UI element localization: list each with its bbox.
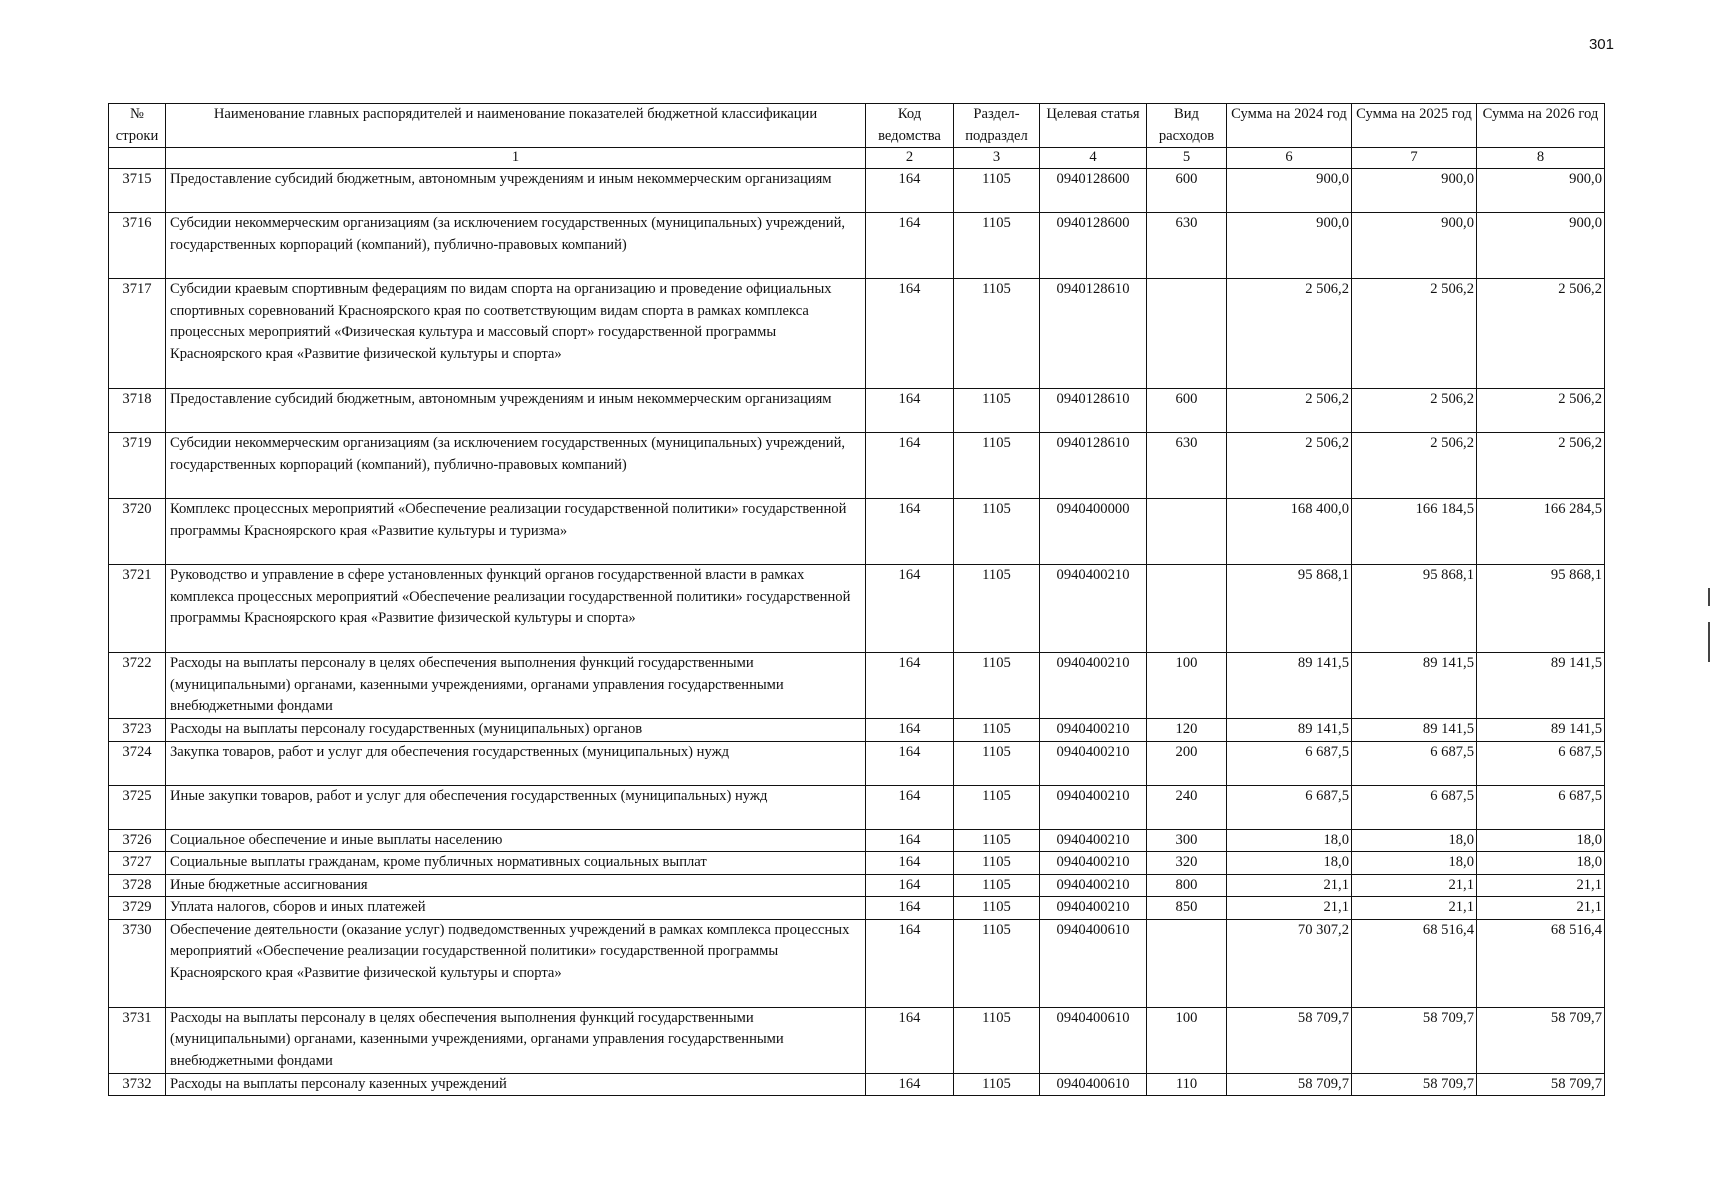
row-expense-type: 630 bbox=[1147, 433, 1227, 499]
table-row bbox=[109, 499, 1605, 565]
row-section: 1105 bbox=[954, 389, 1040, 433]
table-row bbox=[109, 1007, 1605, 1073]
row-dept-code: 164 bbox=[866, 874, 954, 897]
column-number: 1 bbox=[166, 148, 866, 169]
row-sum-2026: 6 687,5 bbox=[1477, 785, 1605, 829]
header-target: Целевая статья bbox=[1040, 104, 1147, 148]
table-row bbox=[109, 785, 1605, 829]
row-sum-2026: 900,0 bbox=[1477, 169, 1605, 213]
row-section: 1105 bbox=[954, 279, 1040, 389]
row-number: 3726 bbox=[109, 829, 166, 852]
row-sum-2025: 2 506,2 bbox=[1352, 279, 1477, 389]
header-sum-2026: Сумма на 2026 год bbox=[1477, 104, 1605, 148]
row-target: 0940128610 bbox=[1040, 433, 1147, 499]
row-sum-2024: 900,0 bbox=[1227, 169, 1352, 213]
row-number: 3727 bbox=[109, 852, 166, 875]
row-sum-2024: 2 506,2 bbox=[1227, 433, 1352, 499]
header-name: Наименование главных распорядителей и наименование показателей бюджетной классификации bbox=[166, 104, 866, 148]
column-number: 7 bbox=[1352, 148, 1477, 169]
row-sum-2025: 21,1 bbox=[1352, 874, 1477, 897]
column-number: 4 bbox=[1040, 148, 1147, 169]
header-section: Раздел-подраздел bbox=[954, 104, 1040, 148]
header-row bbox=[109, 104, 1605, 148]
row-sum-2024: 18,0 bbox=[1227, 829, 1352, 852]
row-section: 1105 bbox=[954, 785, 1040, 829]
row-sum-2026: 2 506,2 bbox=[1477, 433, 1605, 499]
row-sum-2025: 6 687,5 bbox=[1352, 741, 1477, 785]
row-name: Расходы на выплаты персоналу казенных учреждений bbox=[166, 1073, 866, 1096]
row-sum-2025: 58 709,7 bbox=[1352, 1007, 1477, 1073]
row-sum-2024: 6 687,5 bbox=[1227, 741, 1352, 785]
row-sum-2025: 89 141,5 bbox=[1352, 653, 1477, 719]
table-row bbox=[109, 852, 1605, 875]
row-section: 1105 bbox=[954, 653, 1040, 719]
row-sum-2026: 58 709,7 bbox=[1477, 1073, 1605, 1096]
table-row bbox=[109, 897, 1605, 920]
row-sum-2026: 21,1 bbox=[1477, 897, 1605, 920]
row-section: 1105 bbox=[954, 1073, 1040, 1096]
row-number: 3715 bbox=[109, 169, 166, 213]
header-dept-code: Код ведомства bbox=[866, 104, 954, 148]
table-row bbox=[109, 874, 1605, 897]
table-row bbox=[109, 741, 1605, 785]
row-name: Расходы на выплаты персоналу в целях обеспечения выполнения функций государственными (муниципальными) органами, казенными учреждениями, органами управления государственными внебюджетными фондами bbox=[166, 653, 866, 719]
row-expense-type bbox=[1147, 919, 1227, 1007]
row-name: Предоставление субсидий бюджетным, автономным учреждениям и иным некоммерческим организациям bbox=[166, 169, 866, 213]
row-section: 1105 bbox=[954, 829, 1040, 852]
row-number: 3729 bbox=[109, 897, 166, 920]
row-sum-2025: 2 506,2 bbox=[1352, 389, 1477, 433]
column-number: 8 bbox=[1477, 148, 1605, 169]
row-sum-2024: 89 141,5 bbox=[1227, 653, 1352, 719]
row-sum-2026: 900,0 bbox=[1477, 213, 1605, 279]
row-dept-code: 164 bbox=[866, 829, 954, 852]
row-name: Социальное обеспечение и иные выплаты населению bbox=[166, 829, 866, 852]
row-name: Обеспечение деятельности (оказание услуг) подведомственных учреждений в рамках комплекса процессных мероприятий «Обеспечение реализации государственной политики» государственной программы Красноярского края «Развитие физической культуры и спорта» bbox=[166, 919, 866, 1007]
row-sum-2024: 21,1 bbox=[1227, 874, 1352, 897]
column-number: 2 bbox=[866, 148, 954, 169]
row-number: 3723 bbox=[109, 719, 166, 742]
row-section: 1105 bbox=[954, 897, 1040, 920]
row-dept-code: 164 bbox=[866, 785, 954, 829]
row-target: 0940128610 bbox=[1040, 389, 1147, 433]
row-dept-code: 164 bbox=[866, 1073, 954, 1096]
scan-mark bbox=[1708, 622, 1710, 662]
row-name: Комплекс процессных мероприятий «Обеспечение реализации государственной политики» государственной программы Красноярского края «Развитие культуры и туризма» bbox=[166, 499, 866, 565]
row-number: 3717 bbox=[109, 279, 166, 389]
row-expense-type: 800 bbox=[1147, 874, 1227, 897]
row-section: 1105 bbox=[954, 874, 1040, 897]
row-section: 1105 bbox=[954, 433, 1040, 499]
row-sum-2025: 900,0 bbox=[1352, 213, 1477, 279]
table-row bbox=[109, 433, 1605, 499]
row-sum-2026: 21,1 bbox=[1477, 874, 1605, 897]
row-name: Социальные выплаты гражданам, кроме публичных нормативных социальных выплат bbox=[166, 852, 866, 875]
row-target: 0940400210 bbox=[1040, 852, 1147, 875]
table-row bbox=[109, 653, 1605, 719]
row-number: 3718 bbox=[109, 389, 166, 433]
row-sum-2024: 2 506,2 bbox=[1227, 279, 1352, 389]
column-number bbox=[109, 148, 166, 169]
row-number: 3716 bbox=[109, 213, 166, 279]
row-name: Иные бюджетные ассигнования bbox=[166, 874, 866, 897]
header-sum-2025: Сумма на 2025 год bbox=[1352, 104, 1477, 148]
row-expense-type bbox=[1147, 565, 1227, 653]
row-dept-code: 164 bbox=[866, 719, 954, 742]
table-row bbox=[109, 1073, 1605, 1096]
budget-table bbox=[108, 103, 1605, 1096]
row-expense-type: 320 bbox=[1147, 852, 1227, 875]
row-section: 1105 bbox=[954, 1007, 1040, 1073]
row-target: 0940400610 bbox=[1040, 1073, 1147, 1096]
row-expense-type: 100 bbox=[1147, 653, 1227, 719]
row-dept-code: 164 bbox=[866, 279, 954, 389]
row-target: 0940400210 bbox=[1040, 719, 1147, 742]
table-row bbox=[109, 213, 1605, 279]
table-row bbox=[109, 169, 1605, 213]
row-expense-type bbox=[1147, 499, 1227, 565]
row-sum-2024: 900,0 bbox=[1227, 213, 1352, 279]
row-number: 3730 bbox=[109, 919, 166, 1007]
row-section: 1105 bbox=[954, 741, 1040, 785]
row-name: Предоставление субсидий бюджетным, автономным учреждениям и иным некоммерческим организациям bbox=[166, 389, 866, 433]
row-dept-code: 164 bbox=[866, 741, 954, 785]
row-sum-2026: 68 516,4 bbox=[1477, 919, 1605, 1007]
row-dept-code: 164 bbox=[866, 499, 954, 565]
row-name: Иные закупки товаров, работ и услуг для обеспечения государственных (муниципальных) нужд bbox=[166, 785, 866, 829]
row-dept-code: 164 bbox=[866, 1007, 954, 1073]
row-sum-2026: 2 506,2 bbox=[1477, 389, 1605, 433]
row-sum-2026: 89 141,5 bbox=[1477, 653, 1605, 719]
row-sum-2024: 70 307,2 bbox=[1227, 919, 1352, 1007]
row-expense-type: 200 bbox=[1147, 741, 1227, 785]
row-target: 0940400210 bbox=[1040, 785, 1147, 829]
row-target: 0940400210 bbox=[1040, 565, 1147, 653]
row-target: 0940400210 bbox=[1040, 829, 1147, 852]
column-numbers-row bbox=[109, 148, 1605, 169]
row-name: Субсидии некоммерческим организациям (за исключением государственных (муниципальных) учреждений, государственных корпораций (компаний), публично-правовых компаний) bbox=[166, 213, 866, 279]
header-expense-type: Вид расходов bbox=[1147, 104, 1227, 148]
row-sum-2024: 2 506,2 bbox=[1227, 389, 1352, 433]
column-number: 3 bbox=[954, 148, 1040, 169]
row-target: 0940400000 bbox=[1040, 499, 1147, 565]
row-dept-code: 164 bbox=[866, 653, 954, 719]
row-dept-code: 164 bbox=[866, 433, 954, 499]
row-name: Уплата налогов, сборов и иных платежей bbox=[166, 897, 866, 920]
budget-table-wrapper bbox=[108, 103, 1605, 1096]
row-target: 0940128600 bbox=[1040, 213, 1147, 279]
row-name: Субсидии некоммерческим организациям (за исключением государственных (муниципальных) учреждений, государственных корпораций (компаний), публично-правовых компаний) bbox=[166, 433, 866, 499]
row-sum-2025: 2 506,2 bbox=[1352, 433, 1477, 499]
row-sum-2025: 18,0 bbox=[1352, 852, 1477, 875]
row-section: 1105 bbox=[954, 213, 1040, 279]
column-number: 6 bbox=[1227, 148, 1352, 169]
row-expense-type: 120 bbox=[1147, 719, 1227, 742]
row-sum-2026: 89 141,5 bbox=[1477, 719, 1605, 742]
row-section: 1105 bbox=[954, 169, 1040, 213]
table-row bbox=[109, 279, 1605, 389]
row-sum-2026: 95 868,1 bbox=[1477, 565, 1605, 653]
row-dept-code: 164 bbox=[866, 169, 954, 213]
row-section: 1105 bbox=[954, 719, 1040, 742]
row-sum-2025: 68 516,4 bbox=[1352, 919, 1477, 1007]
row-sum-2025: 6 687,5 bbox=[1352, 785, 1477, 829]
row-expense-type: 300 bbox=[1147, 829, 1227, 852]
row-sum-2024: 6 687,5 bbox=[1227, 785, 1352, 829]
row-sum-2026: 58 709,7 bbox=[1477, 1007, 1605, 1073]
row-target: 0940400210 bbox=[1040, 653, 1147, 719]
row-sum-2026: 18,0 bbox=[1477, 852, 1605, 875]
column-number: 5 bbox=[1147, 148, 1227, 169]
row-sum-2025: 58 709,7 bbox=[1352, 1073, 1477, 1096]
row-sum-2024: 58 709,7 bbox=[1227, 1073, 1352, 1096]
table-row bbox=[109, 389, 1605, 433]
row-sum-2026: 2 506,2 bbox=[1477, 279, 1605, 389]
table-row bbox=[109, 829, 1605, 852]
row-section: 1105 bbox=[954, 919, 1040, 1007]
row-number: 3719 bbox=[109, 433, 166, 499]
row-expense-type: 850 bbox=[1147, 897, 1227, 920]
row-expense-type: 600 bbox=[1147, 169, 1227, 213]
row-number: 3732 bbox=[109, 1073, 166, 1096]
row-sum-2024: 21,1 bbox=[1227, 897, 1352, 920]
table-row bbox=[109, 565, 1605, 653]
row-sum-2024: 95 868,1 bbox=[1227, 565, 1352, 653]
row-target: 0940400210 bbox=[1040, 897, 1147, 920]
header-sum-2024: Сумма на 2024 год bbox=[1227, 104, 1352, 148]
row-sum-2025: 89 141,5 bbox=[1352, 719, 1477, 742]
row-sum-2025: 166 184,5 bbox=[1352, 499, 1477, 565]
row-number: 3724 bbox=[109, 741, 166, 785]
row-expense-type: 100 bbox=[1147, 1007, 1227, 1073]
row-sum-2025: 95 868,1 bbox=[1352, 565, 1477, 653]
row-expense-type: 600 bbox=[1147, 389, 1227, 433]
row-sum-2025: 18,0 bbox=[1352, 829, 1477, 852]
row-target: 0940400210 bbox=[1040, 741, 1147, 785]
header-row-no: № строки bbox=[109, 104, 166, 148]
table-body bbox=[109, 169, 1605, 1096]
row-expense-type: 110 bbox=[1147, 1073, 1227, 1096]
row-section: 1105 bbox=[954, 565, 1040, 653]
row-section: 1105 bbox=[954, 852, 1040, 875]
row-sum-2024: 89 141,5 bbox=[1227, 719, 1352, 742]
row-number: 3720 bbox=[109, 499, 166, 565]
row-dept-code: 164 bbox=[866, 213, 954, 279]
row-section: 1105 bbox=[954, 499, 1040, 565]
row-target: 0940400610 bbox=[1040, 919, 1147, 1007]
row-target: 0940400210 bbox=[1040, 874, 1147, 897]
row-number: 3721 bbox=[109, 565, 166, 653]
row-number: 3725 bbox=[109, 785, 166, 829]
row-number: 3722 bbox=[109, 653, 166, 719]
scan-mark bbox=[1708, 588, 1710, 606]
table-row bbox=[109, 919, 1605, 1007]
row-name: Закупка товаров, работ и услуг для обеспечения государственных (муниципальных) нужд bbox=[166, 741, 866, 785]
row-target: 0940400610 bbox=[1040, 1007, 1147, 1073]
row-expense-type: 630 bbox=[1147, 213, 1227, 279]
row-sum-2024: 18,0 bbox=[1227, 852, 1352, 875]
row-dept-code: 164 bbox=[866, 565, 954, 653]
row-name: Субсидии краевым спортивным федерациям по видам спорта на организацию и проведение официальных спортивных соревнований Красноярского края по соответствующим видам спорта в рамках комплекса процессных мероприятий «Физическая культура и массовый спорт» государственной программы Красноярского края «Развитие физической культуры и спорта» bbox=[166, 279, 866, 389]
row-sum-2025: 21,1 bbox=[1352, 897, 1477, 920]
page-number: 301 bbox=[1588, 36, 1614, 53]
row-dept-code: 164 bbox=[866, 852, 954, 875]
row-sum-2026: 166 284,5 bbox=[1477, 499, 1605, 565]
row-dept-code: 164 bbox=[866, 897, 954, 920]
row-sum-2026: 18,0 bbox=[1477, 829, 1605, 852]
row-number: 3728 bbox=[109, 874, 166, 897]
table-row bbox=[109, 719, 1605, 742]
row-number: 3731 bbox=[109, 1007, 166, 1073]
row-sum-2024: 58 709,7 bbox=[1227, 1007, 1352, 1073]
row-sum-2024: 168 400,0 bbox=[1227, 499, 1352, 565]
row-sum-2026: 6 687,5 bbox=[1477, 741, 1605, 785]
row-name: Расходы на выплаты персоналу в целях обеспечения выполнения функций государственными (муниципальными) органами, казенными учреждениями, органами управления государственными внебюджетными фондами bbox=[166, 1007, 866, 1073]
row-sum-2025: 900,0 bbox=[1352, 169, 1477, 213]
row-expense-type: 240 bbox=[1147, 785, 1227, 829]
row-name: Руководство и управление в сфере установленных функций органов государственной власти в рамках комплекса процессных мероприятий «Обеспечение реализации государственной политики» государственной программы Красноярского края «Развитие физической культуры и спорта» bbox=[166, 565, 866, 653]
row-dept-code: 164 bbox=[866, 919, 954, 1007]
row-target: 0940128610 bbox=[1040, 279, 1147, 389]
row-target: 0940128600 bbox=[1040, 169, 1147, 213]
row-dept-code: 164 bbox=[866, 389, 954, 433]
row-expense-type bbox=[1147, 279, 1227, 389]
row-name: Расходы на выплаты персоналу государственных (муниципальных) органов bbox=[166, 719, 866, 742]
